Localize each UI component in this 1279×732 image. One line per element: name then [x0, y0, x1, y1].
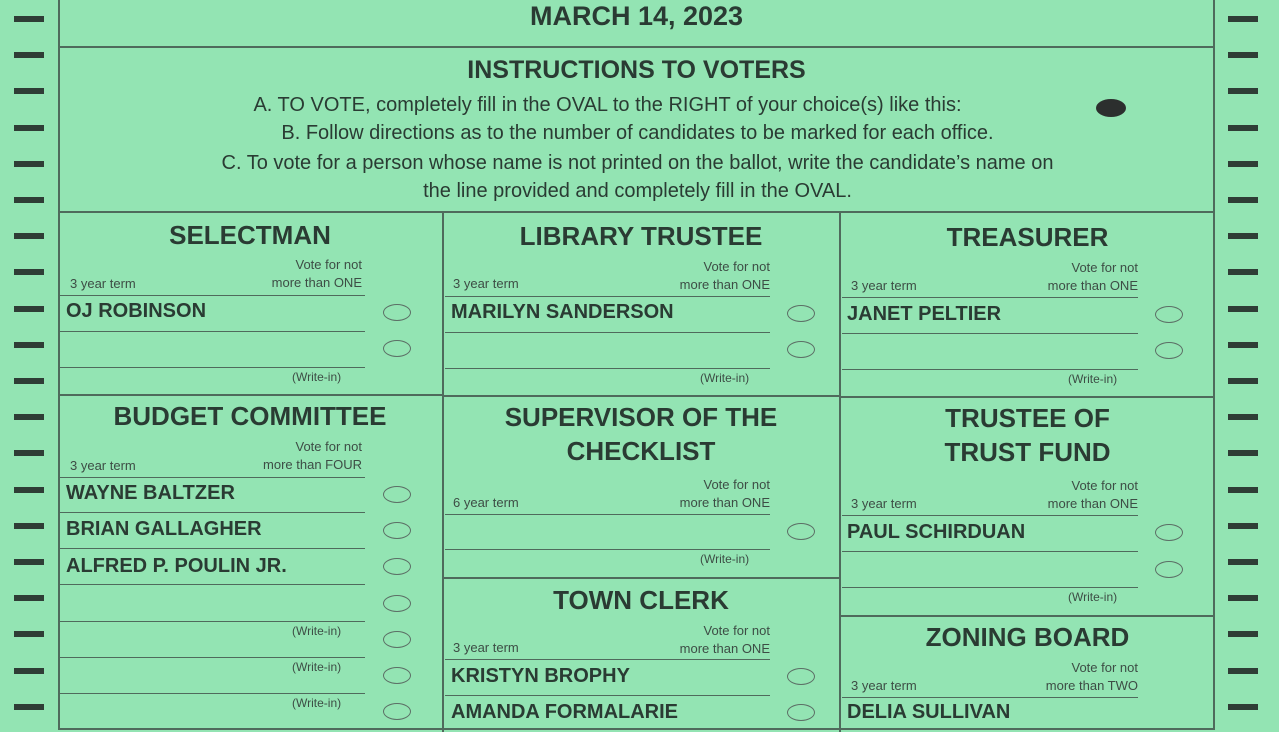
write-in-oval[interactable] — [787, 523, 815, 540]
write-in-label: (Write-in) — [292, 696, 342, 710]
vote-limit: Vote for not more than ONE — [679, 623, 770, 656]
timing-mark — [14, 161, 44, 167]
timing-mark — [1228, 414, 1258, 420]
vote-oval[interactable] — [787, 704, 815, 721]
term-label: 3 year term — [453, 276, 519, 291]
write-in-line[interactable] — [842, 587, 1138, 588]
vote-oval[interactable] — [1155, 306, 1183, 323]
timing-mark — [14, 523, 44, 529]
left-timing-marks — [14, 0, 54, 720]
timing-mark — [1228, 668, 1258, 674]
candidate-name: ALFRED P. POULIN JR. — [66, 555, 287, 577]
rule — [60, 584, 365, 585]
write-in-line[interactable] — [60, 657, 365, 658]
timing-mark — [1228, 342, 1258, 348]
timing-mark — [14, 668, 44, 674]
timing-mark — [1228, 88, 1258, 94]
timing-mark — [14, 450, 44, 456]
term-label: 3 year term — [70, 458, 136, 473]
write-in-oval[interactable] — [383, 595, 411, 612]
office-title-trust-fund-line1: TRUSTEE OF — [945, 403, 1110, 433]
timing-mark — [1228, 631, 1258, 637]
vote-oval[interactable] — [383, 304, 411, 321]
vote-limit: Vote for not more than ONE — [1047, 478, 1138, 511]
write-in-label: (Write-in) — [700, 371, 750, 385]
timing-mark — [14, 233, 44, 239]
timing-mark — [14, 487, 44, 493]
write-in-line[interactable] — [60, 367, 365, 368]
vote-limit: Vote for not more than FOUR — [263, 439, 362, 472]
rule — [60, 548, 365, 549]
timing-mark — [1228, 559, 1258, 565]
filled-oval-example — [1096, 99, 1126, 117]
candidate-name: MARILYN SANDERSON — [451, 301, 674, 323]
timing-mark — [14, 197, 44, 203]
office-title-supervisor-line1: SUPERVISOR OF THE — [504, 402, 778, 432]
candidate-name: AMANDA FORMALARIE — [451, 701, 679, 723]
write-in-label: (Write-in) — [292, 624, 342, 638]
column-divider — [442, 212, 444, 732]
rule — [445, 296, 770, 297]
divider — [58, 46, 1215, 48]
vote-limit: Vote for not more than TWO — [1045, 660, 1138, 693]
office-title-zoning-board: ZONING BOARD — [925, 622, 1130, 652]
vote-limit: Vote for not more than ONE — [271, 257, 362, 290]
timing-mark — [1228, 487, 1258, 493]
office-title-selectman: SELECTMAN — [169, 220, 331, 250]
write-in-oval[interactable] — [787, 341, 815, 358]
write-in-label: (Write-in) — [700, 552, 750, 566]
vote-oval[interactable] — [787, 305, 815, 322]
candidate-name: JANET PELTIER — [847, 303, 1002, 325]
instruction-a: A. TO VOTE, completely fill in the OVAL to the RIGHT of your choice(s) like this: — [253, 94, 962, 116]
timing-mark — [1228, 52, 1258, 58]
write-in-label: (Write-in) — [1068, 590, 1118, 604]
timing-mark — [14, 559, 44, 565]
write-in-label: (Write-in) — [292, 660, 342, 674]
rule — [445, 659, 770, 660]
timing-mark — [14, 631, 44, 637]
instruction-c-line2: the line provided and completely fill in the OVAL. — [423, 180, 852, 202]
rule — [60, 331, 365, 332]
write-in-oval[interactable] — [383, 667, 411, 684]
divider — [58, 211, 1215, 213]
section-divider — [443, 395, 839, 397]
term-label: 3 year term — [851, 278, 917, 293]
write-in-oval[interactable] — [1155, 561, 1183, 578]
write-in-line[interactable] — [842, 369, 1138, 370]
rule — [445, 332, 770, 333]
rule — [842, 333, 1138, 334]
write-in-line[interactable] — [60, 693, 365, 694]
write-in-label: (Write-in) — [292, 370, 342, 384]
term-label: 6 year term — [453, 495, 519, 510]
candidate-name: PAUL SCHIRDUAN — [847, 521, 1026, 543]
timing-mark — [14, 125, 44, 131]
timing-mark — [14, 378, 44, 384]
timing-mark — [1228, 450, 1258, 456]
candidate-name: DELIA SULLIVAN — [847, 701, 1011, 723]
candidate-name: KRISTYN BROPHY — [451, 665, 630, 687]
rule — [60, 295, 365, 296]
timing-mark — [1228, 378, 1258, 384]
rule — [445, 514, 770, 515]
timing-mark — [14, 306, 44, 312]
write-in-oval[interactable] — [383, 703, 411, 720]
office-title-town-clerk: TOWN CLERK — [553, 585, 729, 615]
timing-mark — [14, 595, 44, 601]
candidate-name: BRIAN GALLAGHER — [66, 518, 262, 540]
write-in-line[interactable] — [445, 549, 770, 550]
rule — [445, 695, 770, 696]
candidate-name: OJ ROBINSON — [66, 300, 207, 322]
rule — [842, 551, 1138, 552]
write-in-line[interactable] — [60, 621, 365, 622]
timing-mark — [1228, 269, 1258, 275]
rule — [842, 297, 1138, 298]
office-title-budget-committee: BUDGET COMMITTEE — [113, 401, 387, 431]
section-divider — [58, 394, 442, 396]
rule — [60, 477, 365, 478]
column-divider — [839, 212, 841, 732]
term-label: 3 year term — [70, 276, 136, 291]
term-label: 3 year term — [851, 678, 917, 693]
election-date: MARCH 14, 2023 — [529, 1, 744, 31]
timing-mark — [14, 52, 44, 58]
timing-mark — [1228, 523, 1258, 529]
timing-mark — [14, 414, 44, 420]
vote-oval[interactable] — [383, 486, 411, 503]
vote-oval[interactable] — [1155, 524, 1183, 541]
timing-mark — [1228, 125, 1258, 131]
timing-mark — [1228, 16, 1258, 22]
timing-mark — [14, 704, 44, 710]
write-in-line[interactable] — [445, 368, 770, 369]
rule — [842, 697, 1138, 698]
office-title-library-trustee: LIBRARY TRUSTEE — [519, 221, 763, 251]
timing-mark — [1228, 161, 1258, 167]
office-title-treasurer: TREASURER — [946, 222, 1109, 252]
timing-mark — [1228, 306, 1258, 312]
vote-limit: Vote for not more than ONE — [679, 259, 770, 292]
timing-mark — [14, 342, 44, 348]
write-in-label: (Write-in) — [1068, 372, 1118, 386]
candidate-name: WAYNE BALTZER — [66, 482, 235, 504]
write-in-oval[interactable] — [1155, 342, 1183, 359]
vote-limit: Vote for not more than ONE — [1047, 260, 1138, 293]
timing-mark — [14, 88, 44, 94]
vote-oval[interactable] — [787, 668, 815, 685]
timing-mark — [14, 269, 44, 275]
vote-limit: Vote for not more than ONE — [679, 477, 770, 510]
term-label: 3 year term — [453, 640, 519, 655]
rule — [60, 512, 365, 513]
write-in-oval[interactable] — [383, 340, 411, 357]
right-timing-marks — [1228, 0, 1268, 720]
rule — [842, 515, 1138, 516]
section-divider — [840, 615, 1215, 617]
instructions-title: INSTRUCTIONS TO VOTERS — [467, 56, 806, 84]
section-divider — [443, 577, 839, 579]
term-label: 3 year term — [851, 496, 917, 511]
timing-mark — [1228, 704, 1258, 710]
office-title-supervisor-line2: CHECKLIST — [566, 436, 716, 466]
timing-mark — [1228, 197, 1258, 203]
instruction-b: B. Follow directions as to the number of candidates to be marked for each office. — [281, 122, 994, 144]
timing-mark — [1228, 595, 1258, 601]
section-divider — [840, 396, 1215, 398]
write-in-oval[interactable] — [383, 631, 411, 648]
office-title-trust-fund-line2: TRUST FUND — [944, 437, 1111, 467]
vote-oval[interactable] — [383, 522, 411, 539]
timing-mark — [14, 16, 44, 22]
timing-mark — [1228, 233, 1258, 239]
instruction-c-line1: C. To vote for a person whose name is not printed on the ballot, write the candidate’s name on — [221, 152, 1054, 174]
vote-oval[interactable] — [383, 558, 411, 575]
